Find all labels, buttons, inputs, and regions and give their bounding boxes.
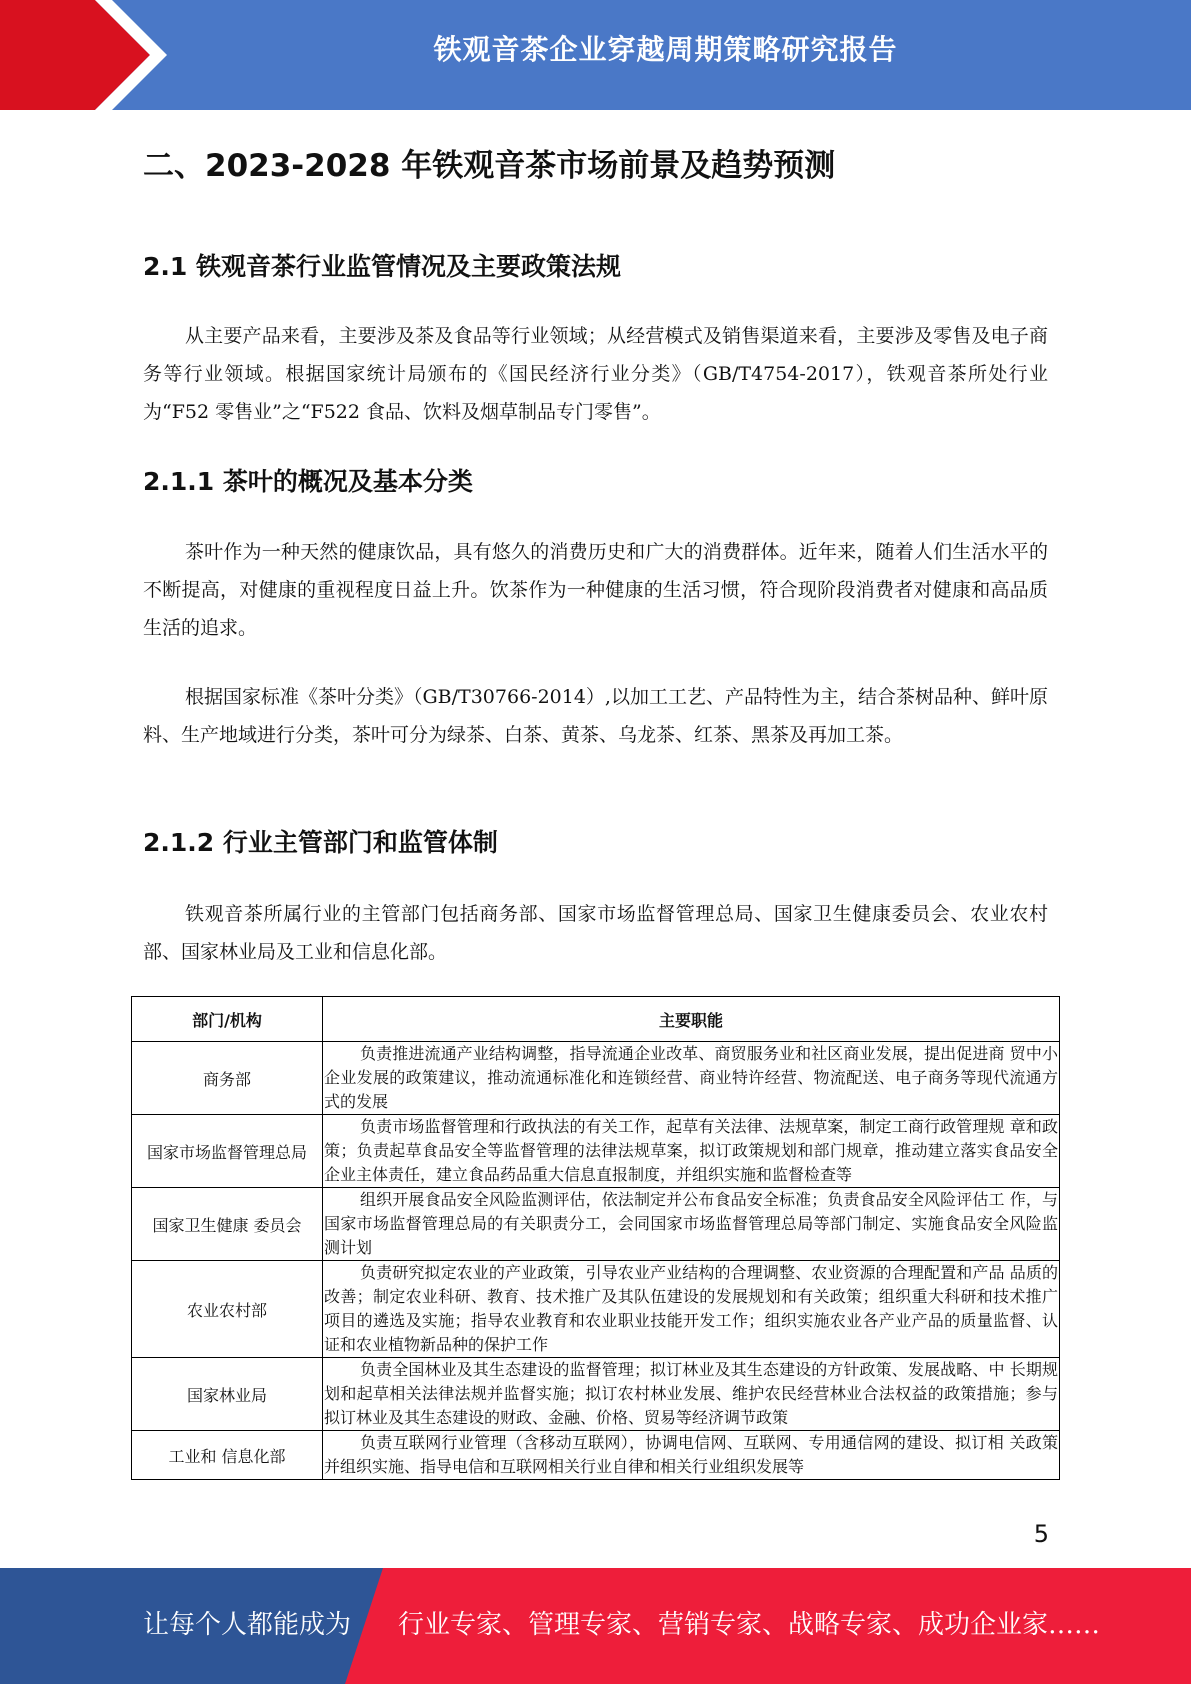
table-cell-dept: 国家卫生健康 委员会	[132, 1188, 323, 1261]
table-header-row	[132, 997, 1060, 1042]
table-cell-dept: 工业和 信息化部	[132, 1431, 323, 1480]
subsection-2-1-1-paragraph-1: 茶叶作为一种天然的健康饮品，具有悠久的消费历史和广大的消费群体。近年来，随着人们生活水平的不断提高，对健康的重视程度日益上升。饮茶作为一种健康的生活习惯，符合现阶段消费者对健康和高品质生活的追求。	[143, 541, 1048, 639]
subsection-2-1-2-title: 2.1.2 行业主管部门和监管体制	[143, 828, 498, 857]
table-row	[132, 1261, 1060, 1358]
table-row	[132, 1115, 1060, 1188]
table-row	[132, 1431, 1060, 1480]
table-row	[132, 1042, 1060, 1115]
table-cell-duties: 负责推进流通产业结构调整，指导流通企业改革、商贸服务业和社区商业发展，提出促进商 贸中小企业发展的政策建议，推动流通标准化和连锁经营、商业特许经营、物流配送、电子商务等现代流通方式的发展	[323, 1042, 1060, 1115]
subsection-2-1-paragraph: 从主要产品来看，主要涉及茶及食品等行业领域；从经营模式及销售渠道来看，主要涉及零售及电子商务等行业领域。根据国家统计局颁布的《国民经济行业分类》（GB/T4754-2017），铁观音茶所处行业为“F52 零售业”之“F522 食品、饮料及烟草制品专门零售”。	[143, 325, 1048, 423]
table-cell-duties: 负责全国林业及其生态建设的监督管理；拟订林业及其生态建设的方针政策、发展战略、中 长期规划和起草相关法律法规并监督实施；拟订农村林业发展、维护农民经营林业合法权益的政策措施；参与拟订林业及其生态建设的财政、金融、价格、贸易等经济调节政策	[323, 1358, 1060, 1431]
subsection-2-1-1-title: 2.1.1 茶叶的概况及基本分类	[143, 467, 473, 496]
table-row	[132, 1188, 1060, 1261]
footer-slogan-right: 行业专家、管理专家、营销专家、战略专家、成功企业家……	[398, 1610, 1101, 1640]
page-number: 5	[1033, 1520, 1049, 1548]
table-header-duties: 主要职能	[323, 997, 1060, 1042]
table-cell-duties: 负责互联网行业管理（含移动互联网），协调电信网、互联网、专用通信网的建设、拟订相 关政策并组织实施、指导电信和互联网相关行业自律和相关行业组织发展等	[323, 1431, 1060, 1480]
page-footer	[0, 1568, 1191, 1684]
table-cell-dept: 商务部	[132, 1042, 323, 1115]
table-cell-dept: 国家林业局	[132, 1358, 323, 1431]
table-header-dept: 部门/机构	[132, 997, 323, 1042]
regulator-duties-table	[131, 996, 1060, 1480]
table-cell-duties: 负责研究拟定农业的产业政策，引导农业产业结构的合理调整、农业资源的合理配置和产品 品质的改善；制定农业科研、教育、技术推广及其队伍建设的发展规划和有关政策；组织重大科研和技术推广项目的遴选及实施；指导农业教育和农业职业技能开发工作；组织实施农业各产业产品的质量监督、认证和农业植物新品种的保护工作	[323, 1261, 1060, 1358]
page-header	[0, 0, 1191, 110]
section-title: 二、2023-2028 年铁观音茶市场前景及趋势预测	[143, 148, 836, 184]
table-row	[132, 1358, 1060, 1431]
table-cell-dept: 国家市场监督管理总局	[132, 1115, 323, 1188]
table-cell-dept: 农业农村部	[132, 1261, 323, 1358]
subsection-2-1-2-paragraph: 铁观音茶所属行业的主管部门包括商务部、国家市场监督管理总局、国家卫生健康委员会、农业农村部、国家林业局及工业和信息化部。	[143, 903, 1048, 963]
footer-slogan-left: 让每个人都能成为	[143, 1610, 352, 1640]
header-title: 铁观音茶企业穿越周期策略研究报告	[433, 33, 898, 66]
table-cell-duties: 负责市场监督管理和行政执法的有关工作，起草有关法律、法规草案，制定工商行政管理规 章和政策；负责起草食品安全等监督管理的法律法规草案，拟订政策规划和部门规章，推动建立落实食品安全企业主体责任，建立食品药品重大信息直报制度，并组织实施和监督检查等	[323, 1115, 1060, 1188]
table-cell-duties: 组织开展食品安全风险监测评估，依法制定并公布食品安全标准；负责食品安全风险评估工 作，与国家市场监督管理总局的有关职责分工，会同国家市场监督管理总局等部门制定、实施食品安全风险监测计划	[323, 1188, 1060, 1261]
subsection-2-1-title: 2.1 铁观音茶行业监管情况及主要政策法规	[143, 252, 621, 281]
subsection-2-1-1-paragraph-2: 根据国家标准《茶叶分类》（GB/T30766-2014）,以加工工艺、产品特性为主，结合茶树品种、鲜叶原料、生产地域进行分类，茶叶可分为绿茶、白茶、黄茶、乌龙茶、红茶、黑茶及再加工茶。	[143, 686, 1048, 746]
